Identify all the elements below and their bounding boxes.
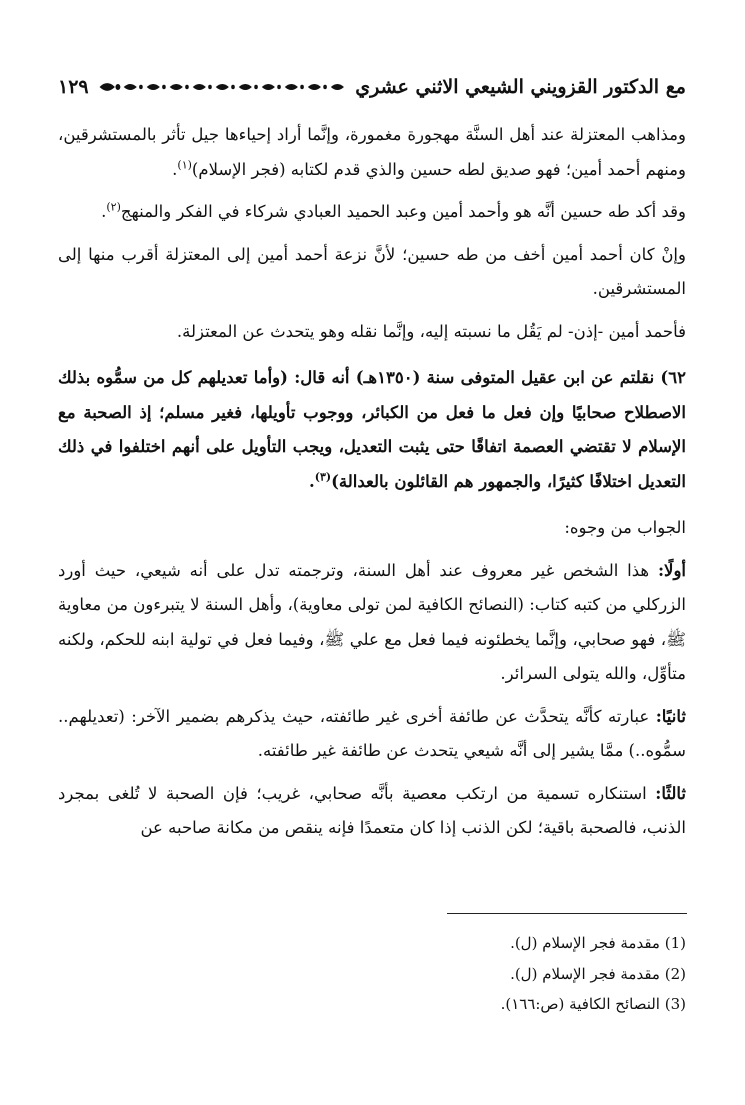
page-number: ١٢٩	[58, 76, 89, 98]
point-third: ثالثًا: استنكاره تسمية من ارتكب معصية بأنَّه صحابي، غريب؛ فإن الصحبة لا تُلغى بمجرد الذنب، فالصحبة باقية؛ لكن الذنب إذا كان متعمدًا فإنه ينقص من مكانة صاحبه عن	[58, 783, 686, 837]
footnote-2: (2) مقدمة فجر الإسلام (ل).	[510, 964, 686, 983]
footnote-divider	[447, 913, 687, 914]
footnote-1: (1) مقدمة فجر الإسلام (ل).	[510, 934, 686, 952]
paragraph-1: ومذاهب المعتزلة عند أهل السنَّة مهجورة مغمورة، وإنَّما أراد إحياءها جيل تأثر بالمستشرقين، ومنهم أحمد أمين؛ فهو صديق لطه حسين والذي قدم لكتابه (فجر الإسلام)$^{(١)}$.	[58, 125, 686, 179]
footnotes	[58, 928, 686, 1020]
footnote-ref-3: (٣)	[314, 470, 332, 483]
header-ornament-icon	[99, 79, 346, 95]
footnote-ref-2: (٢)	[106, 200, 121, 214]
point-second: ثانيًا: عبارته كأنَّه يتحدَّث عن طائفة أخرى غير طائفته، حيث يذكرهم بضمير الآخر: (تعديلهم.. سمُّوه..) ممَّا يشير إلى أنَّه شيعي يتحدث عن طائفة غير طائفته.	[58, 706, 686, 760]
paragraph-4: فأحمد أمين -إذن- لم يَقُل ما نسبته إليه، وإنَّما نقله وهو يتحدث عن المعتزلة.	[176, 321, 686, 341]
paragraph-quote: ٦٢) نقلتم عن ابن عقيل المتوفى سنة (١٣٥٠هـ) أنه قال: (وأما تعديلهم كل من سمُّوه بذلك الاصطلاح صحابيًا وإن فعل ما فعل من الكبائر، ووجوب تأويلها، فغير مسلم؛ إذ الصحبة مع الإسلام لا تقتضي العصمة اتفاقًا حتى يثبت التعديل، ويجب التأويل على أنهم اختلفوا في ذلك التعديل اختلافًا كثيرًا، والجمهور هم القائلون بالعدالة)$^{(٣)}$.	[58, 368, 686, 491]
main-text	[58, 118, 686, 846]
answer-intro: الجواب من وجوه:	[564, 518, 686, 537]
point-first: أولًا: هذا الشخص غير معروف عند أهل السنة، وترجمته تدل على أنه شيعي، حيث أورد الزركلي من كتبه كتاب: (النصائح الكافية لمن تولى معاوية)، وأهل السنة لا يتبرءون من معاوية ﷺ، فهو صحابي، وإنَّما يخطئونه فيما فعل مع علي ﷺ، وفيما فعل في تولية ابنه للحكم، ولكنه متأوِّل، والله يتولى السرائر.	[58, 560, 686, 683]
paragraph-3: وإنْ كان أحمد أمين أخف من طه حسين؛ لأنَّ نزعة أحمد أمين إلى المعتزلة أقرب منها إلى المستشرقين.	[58, 244, 686, 298]
footnote-ref-1: (١)	[177, 158, 192, 171]
header-title: مع الدكتور القزويني الشيعي الاثني عشري	[355, 76, 686, 98]
running-header	[58, 70, 686, 104]
paragraph-2: وقد أكد طه حسين أنَّه هو وأحمد أمين وعبد الحميد العبادي شركاء في الفكر والمنهج$^{(٢)}$.	[101, 200, 686, 221]
footnote-3: (3) النصائح الكافية (ص:١٦٦).	[500, 995, 686, 1013]
